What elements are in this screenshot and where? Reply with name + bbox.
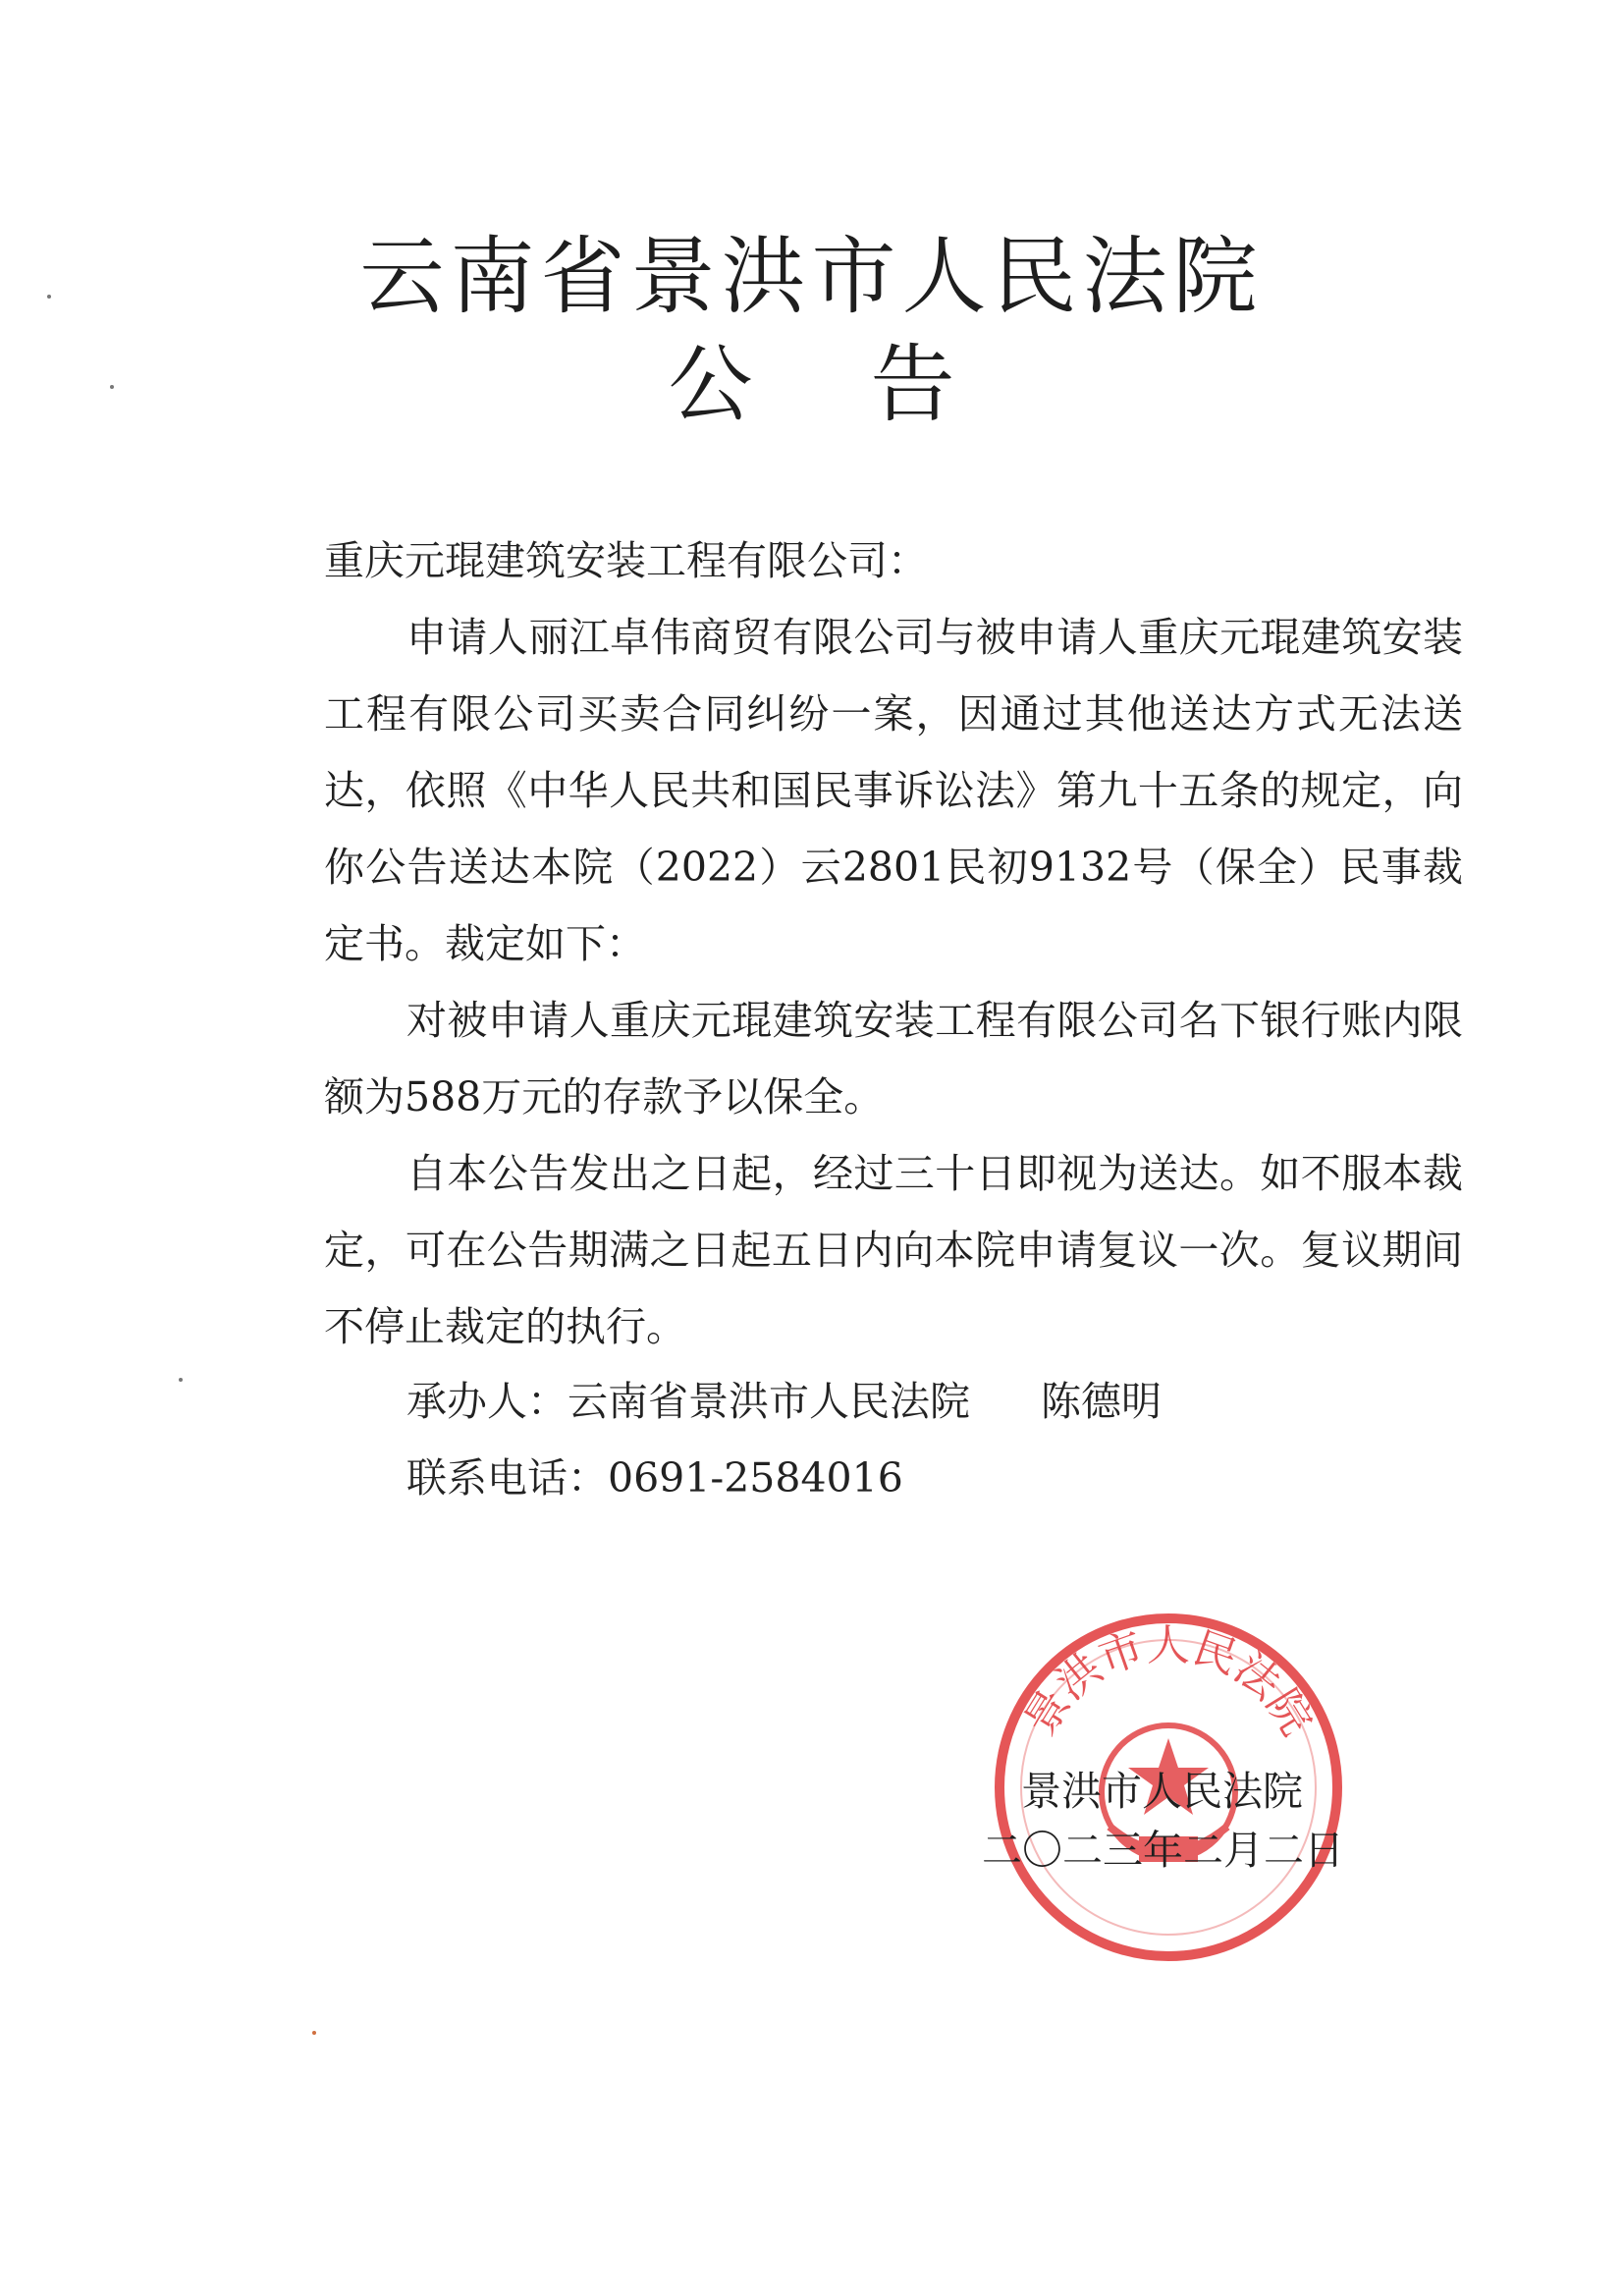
seal-text: 景洪市人民法院 xyxy=(1014,1620,1323,1745)
court-title: 云南省景洪市人民法院 xyxy=(359,228,1264,326)
handler-org: 云南省景洪市人民法院 xyxy=(568,1378,970,1425)
paragraph-ruling: 对被申请人重庆元琨建筑安装工程有限公司名下银行账内限额为588万元的存款予以保全。 xyxy=(324,997,1463,1121)
handler-name: 陈德明 xyxy=(1041,1378,1162,1425)
phone-label: 联系电话： xyxy=(406,1454,608,1502)
notice-body xyxy=(324,599,1463,1365)
scan-speck xyxy=(179,1378,183,1382)
scan-speck xyxy=(312,2031,316,2035)
paragraph-case-description: 申请人丽江卓伟商贸有限公司与被申请人重庆元琨建筑安装工程有限公司买卖合同纠纷一案，因通过其他送达方式无法送达，依照《中华人民共和国民事诉讼法》第九十五条的规定，向你公告送达本院（2022）云2801民初9132号（保全）民事裁定书。裁定如下： xyxy=(324,614,1463,967)
addressee: 重庆元琨建筑安装工程有限公司： xyxy=(324,537,928,584)
scan-speck xyxy=(47,295,51,299)
phone-number: 0691-2584016 xyxy=(608,1454,903,1502)
paragraph-service-terms: 自本公告发出之日起，经过三十日即视为送达。如不服本裁定，可在公告期满之日起五日内向本院申请复议一次。复议期间不停止裁定的执行。 xyxy=(324,1150,1463,1350)
document-type-title: 公告 xyxy=(668,336,1073,434)
signature-org: 景洪市人民法院 xyxy=(1021,1768,1303,1815)
handler-label: 承办人： xyxy=(406,1378,568,1425)
phone-line xyxy=(406,1440,903,1516)
handler-line xyxy=(406,1363,1162,1440)
signature-date: 二〇二三年二月二日 xyxy=(982,1827,1344,1874)
scan-speck xyxy=(110,385,114,389)
